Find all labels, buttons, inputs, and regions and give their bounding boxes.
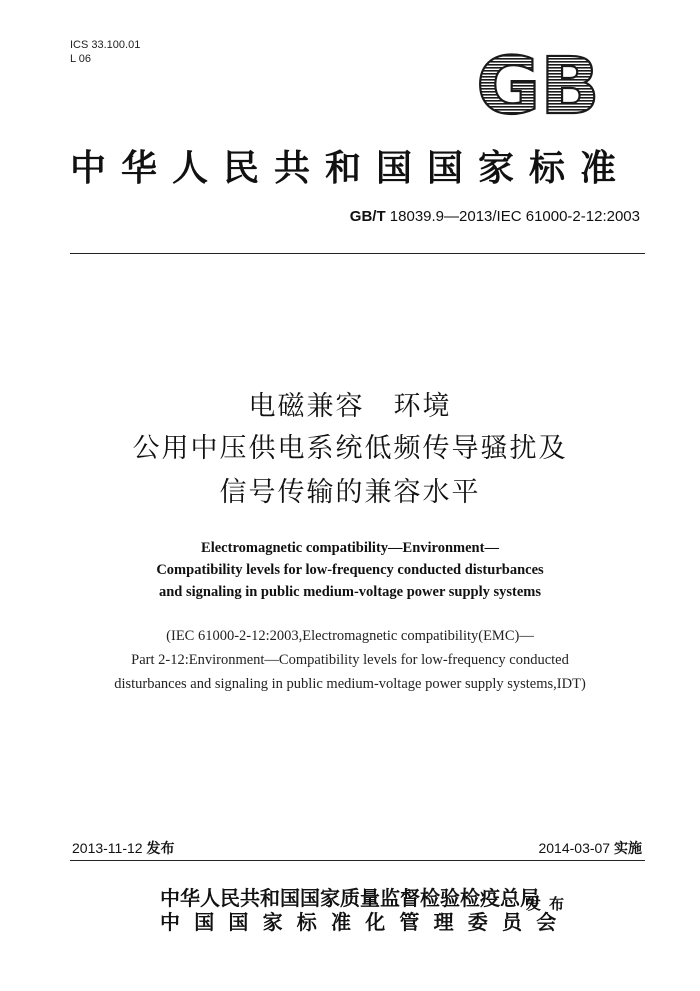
svg-text:GB: GB — [476, 49, 600, 121]
standard-number — [350, 208, 640, 225]
issue-label: 发布 — [142, 840, 175, 856]
implementation-date — [538, 838, 642, 858]
reference-line-1: (IEC 61000-2-12:2003,Electromagnetic compatibility(EMC)— — [166, 628, 534, 644]
title-cn-line-2: 公用中压供电系统低频传导骚扰及 — [132, 433, 568, 464]
publish-action-label: 发布 — [526, 895, 573, 913]
reference-line-2: Part 2-12:Environment—Compatibility levels for low-frequency conducted — [131, 652, 569, 668]
title-cn-line-3: 信号传输的兼容水平 — [219, 477, 481, 508]
issue-date — [72, 838, 174, 858]
ics-code: ICS 33.100.01 — [70, 39, 141, 51]
issue-date-value: 2013-11-12 — [72, 840, 143, 856]
top-divider — [70, 253, 645, 254]
title-en-line-1: Electromagnetic compatibility—Environment— — [201, 540, 499, 556]
publisher-line-2: 中国国家标准化管理委员会 — [160, 910, 571, 934]
standard-number-rest: 18039.9—2013/IEC 61000-2-12:2003 — [385, 208, 640, 225]
standard-type-title: 中华人民共和国国家标准 — [70, 147, 632, 189]
ccs-code: L 06 — [70, 53, 92, 65]
standard-number-prefix: GB/T — [349, 208, 386, 225]
implementation-label: 实施 — [610, 840, 642, 856]
title-en-line-3: and signaling in public medium-voltage power supply systems — [158, 584, 542, 600]
gb-logo — [470, 49, 606, 121]
title-en-line-2: Compatibility levels for low-frequency conducted disturbances — [156, 562, 544, 578]
publisher-line-1: 中华人民共和国国家质量监督检验检疫总局 — [160, 886, 540, 910]
title-cn-line-1: 电磁兼容 环境 — [248, 391, 452, 422]
bottom-divider — [70, 860, 645, 861]
implementation-date-value: 2014-03-07 — [538, 840, 611, 856]
reference-line-3: disturbances and signaling in public medium-voltage power supply systems,IDT) — [114, 676, 586, 692]
